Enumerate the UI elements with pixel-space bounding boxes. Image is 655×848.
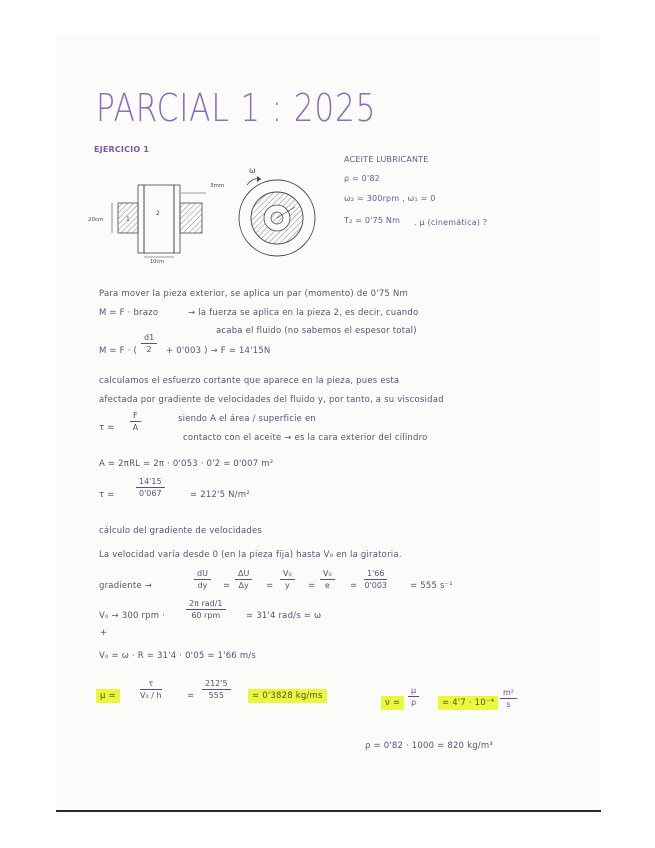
given-question: . μ (cinemática) ?	[414, 218, 488, 227]
text-line-1: Para mover la pieza exterior, se aplica un par (momento) de 0'75 Nm	[99, 289, 408, 299]
tau-fraction	[130, 411, 141, 432]
fraction-denominator: 2	[146, 345, 152, 354]
moment-fraction	[141, 333, 157, 354]
nu-result	[438, 698, 498, 708]
given-torque: T₂ = 0'75 Nm	[344, 216, 401, 225]
figure-label-1: 1	[126, 216, 130, 223]
v0-conversion-fraction	[186, 599, 226, 620]
circular-figure	[235, 163, 325, 268]
fraction-denominator: ρ	[411, 698, 417, 707]
text-line-5: calculamos el esfuerzo cortante que aparece en la pieza, pues esta	[99, 376, 400, 386]
exercise-heading: EJERCICIO 1	[94, 145, 150, 154]
fraction-denominator: dy	[197, 581, 208, 590]
mu-result	[248, 691, 327, 701]
moment-equation-left: M = F · (	[99, 346, 137, 356]
fraction-denominator: y	[284, 581, 290, 590]
tau-value-lhs: τ =	[99, 490, 115, 500]
fraction-numerator: τ	[140, 679, 162, 690]
moment-explanation-cont: acaba el fluido (no sabemos el espesor total)	[216, 326, 417, 336]
figure-label-20cm: 20cm	[88, 217, 104, 223]
equals-sign: =	[308, 581, 316, 591]
nu-result-highlight: = 4'7 · 10⁻⁴	[438, 696, 498, 710]
gradient-title: cálculo del gradiente de velocidades	[99, 526, 263, 536]
fraction-numerator: F	[130, 411, 141, 422]
fraction-denominator: A	[132, 423, 139, 432]
gradient-fraction-5	[364, 569, 387, 590]
nu-fraction	[408, 686, 419, 707]
fraction-denominator: e	[324, 581, 330, 590]
given-angular-speed: ω₂ = 300rpm , ω₁ = 0	[344, 194, 436, 203]
fraction-numerator: d1	[141, 333, 157, 344]
page-title: PARCIAL 1 : 2025	[96, 86, 377, 130]
v0-lhs: V₀ → 300 rpm ·	[99, 611, 166, 621]
figure-label-3mm: 3mm	[210, 183, 225, 189]
fraction-numerator: 212'5	[202, 679, 231, 690]
cross-section-figure	[88, 175, 228, 265]
given-density: ρ = 0'82	[344, 174, 380, 183]
gradient-fraction-4	[320, 569, 335, 590]
gradient-explanation: La velocidad varía desde 0 (en la pieza fija) hasta V₀ en la giratoria.	[99, 550, 402, 560]
mu-lhs	[96, 691, 120, 701]
equals-sign: =	[223, 581, 231, 591]
fraction-numerator: ΔU	[235, 569, 252, 580]
v0-equation: V₀ = ω · R = 31'4 · 0'05 = 1'66 m/s	[99, 651, 256, 661]
v0-result: = 31'4 rad/s = ω	[246, 611, 322, 621]
fraction-denominator: Δy	[238, 581, 249, 590]
moment-definition: M = F · brazo	[99, 308, 159, 318]
fraction-numerator: 1'66	[364, 569, 387, 580]
mu-result-highlight: = 0'3828 kg/ms	[248, 689, 327, 703]
mu-fraction-1	[140, 679, 162, 700]
area-definition-cont: contacto con el aceite → es la cara exterior del cilindro	[183, 433, 428, 443]
equals-sign: =	[266, 581, 274, 591]
fraction-numerator: dU	[194, 569, 211, 580]
fraction-numerator: V₀	[280, 569, 295, 580]
area-definition: siendo A el área / superficie en	[178, 414, 317, 424]
moment-equation-right: + 0'003 ) → F = 14'15N	[166, 346, 271, 356]
fraction-numerator: V₀	[320, 569, 335, 580]
tau-value-result: = 212'5 N/m²	[190, 490, 250, 500]
gradient-fraction-2	[235, 569, 252, 590]
tau-value-fraction	[136, 477, 165, 498]
fraction-numerator: 2π rad/1	[186, 599, 226, 610]
fraction-denominator: 0'067	[139, 489, 162, 498]
gradient-fraction-3	[280, 569, 295, 590]
moment-explanation: → la fuerza se aplica en la pieza 2, es decir, cuando	[188, 308, 419, 318]
nu-lhs	[381, 698, 404, 708]
gradient-lhs: gradiente →	[99, 581, 153, 591]
fraction-denominator: V₀ / h	[140, 691, 162, 700]
fraction-denominator: s	[506, 700, 511, 709]
tau-lhs: τ =	[99, 423, 115, 433]
given-heading: ACEITE LUBRICANTE	[344, 155, 429, 164]
fraction-numerator: 14'15	[136, 477, 165, 488]
figure-label-10cm: 10cm	[150, 259, 164, 265]
gradient-fraction-1	[194, 569, 211, 590]
equals-sign: =	[350, 581, 358, 591]
nu-lhs-highlight: ν =	[381, 696, 404, 710]
figure-label-2: 2	[156, 210, 160, 217]
fraction-numerator: μ	[408, 686, 419, 697]
fraction-numerator: m²	[500, 688, 517, 699]
fraction-denominator: 0'003	[364, 581, 388, 590]
equals-sign: =	[187, 691, 195, 701]
mu-fraction-2	[202, 679, 231, 700]
page-bottom-edge	[56, 810, 601, 812]
density-equation: ρ = 0'82 · 1000 = 820 kg/m³	[365, 741, 493, 751]
nu-unit-fraction	[500, 688, 517, 709]
plus-mark: +	[100, 628, 108, 638]
mu-lhs-highlight: μ =	[96, 689, 120, 703]
text-line-6: afectada por gradiente de velocidades del fluido y, por tanto, a su viscosidad	[99, 395, 444, 405]
figure-omega-label: ω	[249, 166, 256, 175]
fraction-denominator: 555	[208, 691, 224, 700]
area-equation: A = 2πRL = 2π · 0'053 · 0'2 = 0'007 m²	[99, 459, 274, 469]
gradient-result: = 555 s⁻¹	[410, 581, 453, 591]
fraction-denominator: 60 rpm	[191, 611, 221, 620]
